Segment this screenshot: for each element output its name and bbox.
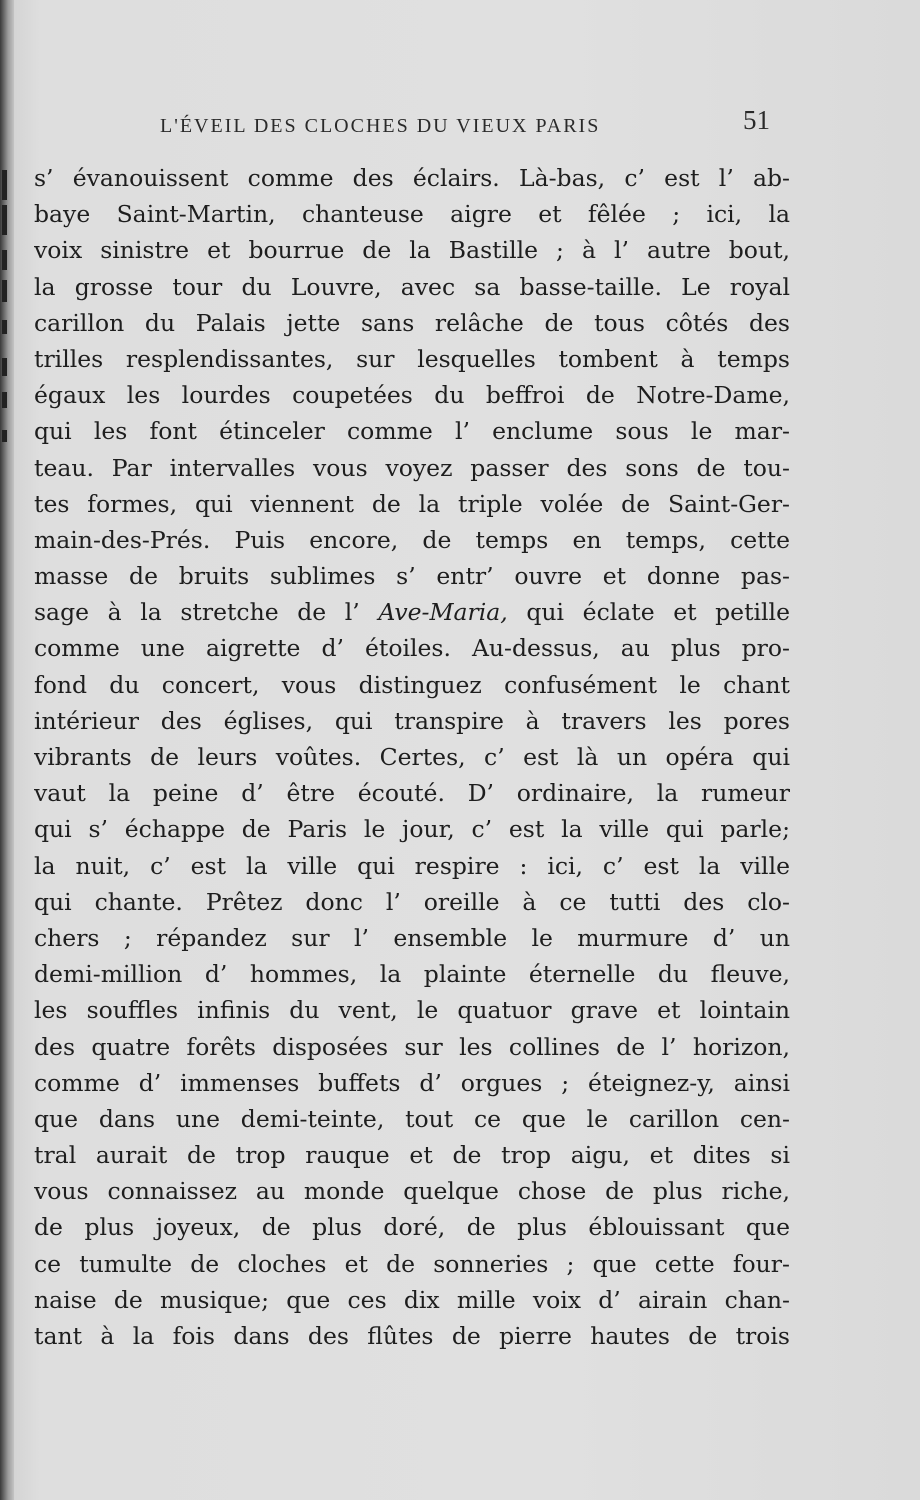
text-line: vaut la peine d’ être écouté. D’ ordinaire, la rumeur	[34, 779, 790, 808]
text-line: intérieur des églises, qui transpire à travers les pores	[34, 706, 790, 735]
text-line: trilles resplendissantes, sur lesquelles tombent à temps	[34, 344, 790, 373]
text-line: qui les font étinceler comme l’ enclume sous le mar-	[34, 417, 790, 446]
text-line: teau. Par intervalles vous voyez passer des sons de tou-	[34, 453, 790, 482]
text-fragment: sage à la stretche de l’	[34, 598, 379, 627]
text-line: tes formes, qui viennent de la triple volée de Saint-Ger-	[34, 489, 790, 518]
binding-mark	[2, 280, 7, 302]
text-line: égaux les lourdes coupetées du beffroi de Notre-Dame,	[34, 381, 790, 410]
text-fragment: qui éclate et petille	[507, 598, 790, 627]
text-line: la grosse tour du Louvre, avec sa basse-taille. Le royal	[34, 272, 790, 301]
text-line: tant à la fois dans des flûtes de pierre hautes de trois	[34, 1322, 790, 1350]
body-text	[34, 160, 790, 1354]
text-line: chers ; répandez sur l’ ensemble le murmure d’ un	[34, 923, 790, 952]
text-line: demi-million d’ hommes, la plainte éternelle du fleuve,	[34, 960, 790, 989]
binding-mark	[2, 392, 7, 408]
text-line: qui chante. Prêtez donc l’ oreille à ce tutti des clo-	[34, 887, 790, 916]
text-line: fond du concert, vous distinguez confusément le chant	[34, 670, 790, 699]
text-line: tral aurait de trop rauque et de trop aigu, et dites si	[34, 1141, 790, 1170]
text-line: s’ évanouissent comme des éclairs. Là-bas, c’ est l’ ab-	[34, 164, 790, 192]
text-line: masse de bruits sublimes s’ entr’ ouvre et donne pas-	[34, 562, 790, 591]
page-header	[34, 103, 784, 139]
binding-mark	[2, 358, 7, 376]
text-line: qui s’ échappe de Paris le jour, c’ est la ville qui parle;	[34, 815, 790, 844]
page-number: 51	[743, 105, 770, 135]
text-line: voix sinistre et bourrue de la Bastille ; à l’ autre bout,	[34, 236, 790, 265]
binding-mark	[2, 320, 7, 334]
text-line: comme d’ immenses buffets d’ orgues ; éteignez-y, ainsi	[34, 1068, 790, 1097]
text-line: main-des-Prés. Puis encore, de temps en temps, cette	[34, 525, 790, 554]
text-line: vibrants de leurs voûtes. Certes, c’ est là un opéra qui	[34, 743, 790, 771]
text-line: vous connaissez au monde quelque chose de plus riche,	[34, 1177, 790, 1206]
text-line: ce tumulte de cloches et de sonneries ; que cette four-	[34, 1249, 790, 1278]
page-binding-edge	[0, 0, 14, 1500]
text-line: la nuit, c’ est la ville qui respire : ici, c’ est la ville	[34, 851, 790, 880]
text-line-with-italic	[34, 594, 790, 630]
text-line: naise de musique; que ces dix mille voix d’ airain chan-	[34, 1285, 790, 1314]
text-line: que dans une demi-teinte, tout ce que le carillon cen-	[34, 1104, 790, 1133]
text-line: des quatre forêts disposées sur les collines de l’ horizon,	[34, 1032, 790, 1061]
binding-mark	[2, 250, 7, 270]
binding-mark	[2, 170, 7, 200]
text-line: baye Saint-Martin, chanteuse aigre et fêlée ; ici, la	[34, 200, 790, 229]
text-line: comme une aigrette d’ étoiles. Au-dessus, au plus pro-	[34, 634, 790, 663]
running-title: L'ÉVEIL DES CLOCHES DU VIEUX PARIS	[160, 115, 601, 137]
binding-mark	[2, 205, 7, 235]
binding-mark	[2, 430, 7, 442]
text-line: les souffles infinis du vent, le quatuor grave et lointain	[34, 996, 790, 1025]
italic-title: Ave-Maria,	[378, 598, 508, 627]
text-line: carillon du Palais jette sans relâche de tous côtés des	[34, 308, 790, 337]
text-line: de plus joyeux, de plus doré, de plus éblouissant que	[34, 1213, 790, 1242]
